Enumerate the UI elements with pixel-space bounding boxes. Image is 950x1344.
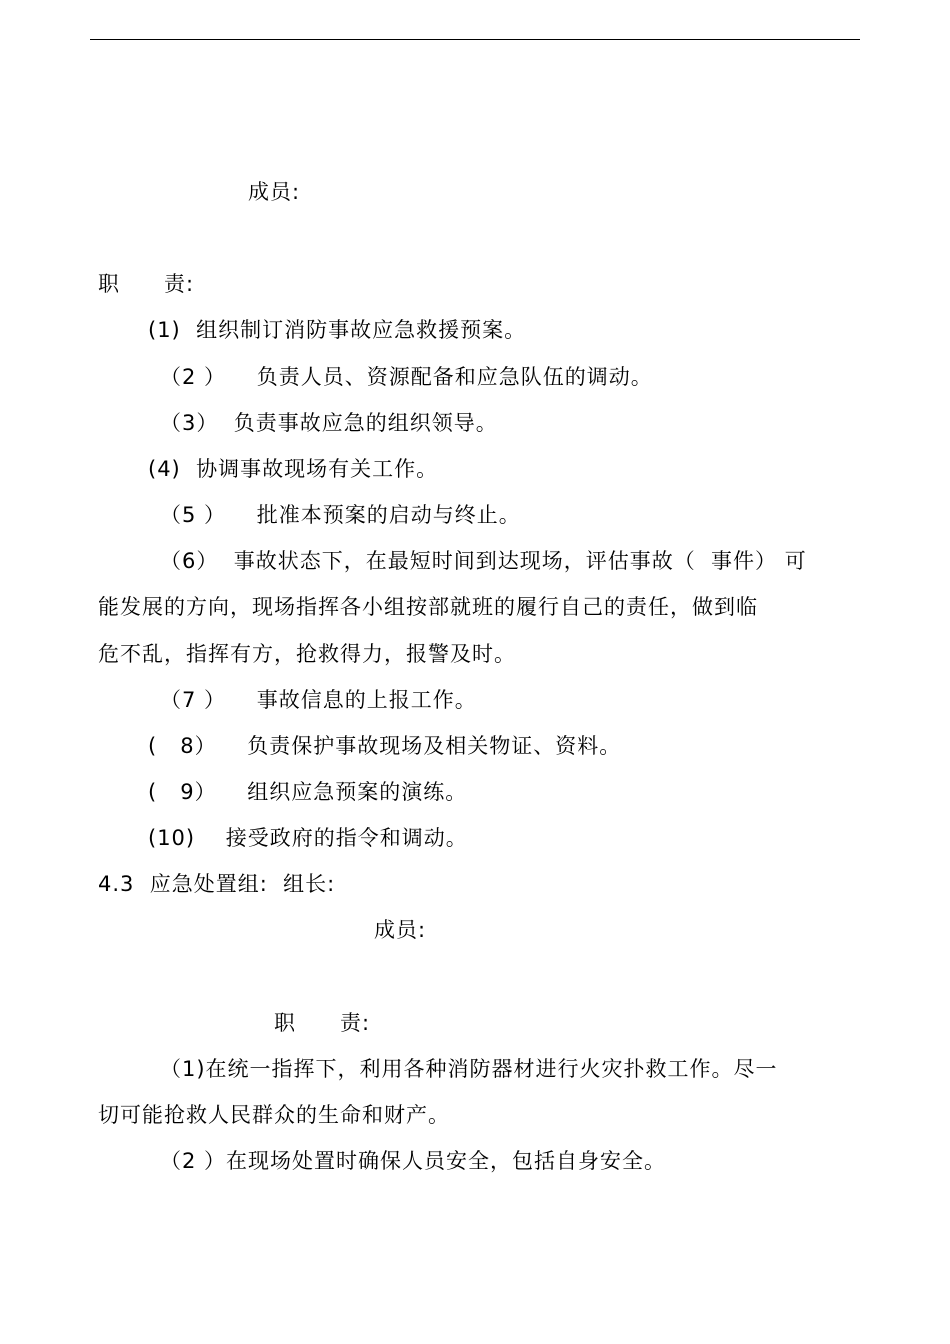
duty-item: （7 ） 事故信息的上报工作。 [160,688,477,712]
duty-item: （3） 负责事故应急的组织领导。 [160,411,498,435]
duty-item: （2 ） 负责人员、资源配备和应急队伍的调动。 [160,365,653,389]
duty-item-line: 切可能抢救人民群众的生命和财产。 [98,1103,450,1127]
header-rule [90,39,860,40]
duty-item-line: 能发展的方向，现场指挥各小组按部就班的履行自己的责任，做到临 [98,595,758,619]
members-label: 成员: [248,180,301,204]
duty-item: ( 8） 负责保护事故现场及相关物证、资料。 [148,734,622,758]
duties-label: 职 责: [274,1011,371,1035]
members-label: 成员: [374,918,427,942]
duty-item: (4) 协调事故现场有关工作。 [148,457,439,481]
duty-item: (10) 接受政府的指令和调动。 [148,826,468,850]
duty-item-line: 危不乱，指挥有方，抢救得力，报警及时。 [98,642,516,666]
duty-item: （2 ）在现场处置时确保人员安全，包括自身安全。 [160,1149,667,1173]
duty-item: ( 9） 组织应急预案的演练。 [148,780,468,804]
duties-label: 职 责: [98,272,195,296]
duty-item: （5 ） 批准本预案的启动与终止。 [160,503,521,527]
duty-item-line: （6） 事故状态下，在最短时间到达现场，评估事故（ 事件） 可 [160,549,807,573]
duty-item-line: （1)在统一指挥下，利用各种消防器材进行火灾扑救工作。尽一 [160,1057,778,1081]
section-heading: 4.3 应急处置组: 组长: [98,872,336,896]
duty-item: (1) 组织制订消防事故应急救援预案。 [148,318,527,342]
